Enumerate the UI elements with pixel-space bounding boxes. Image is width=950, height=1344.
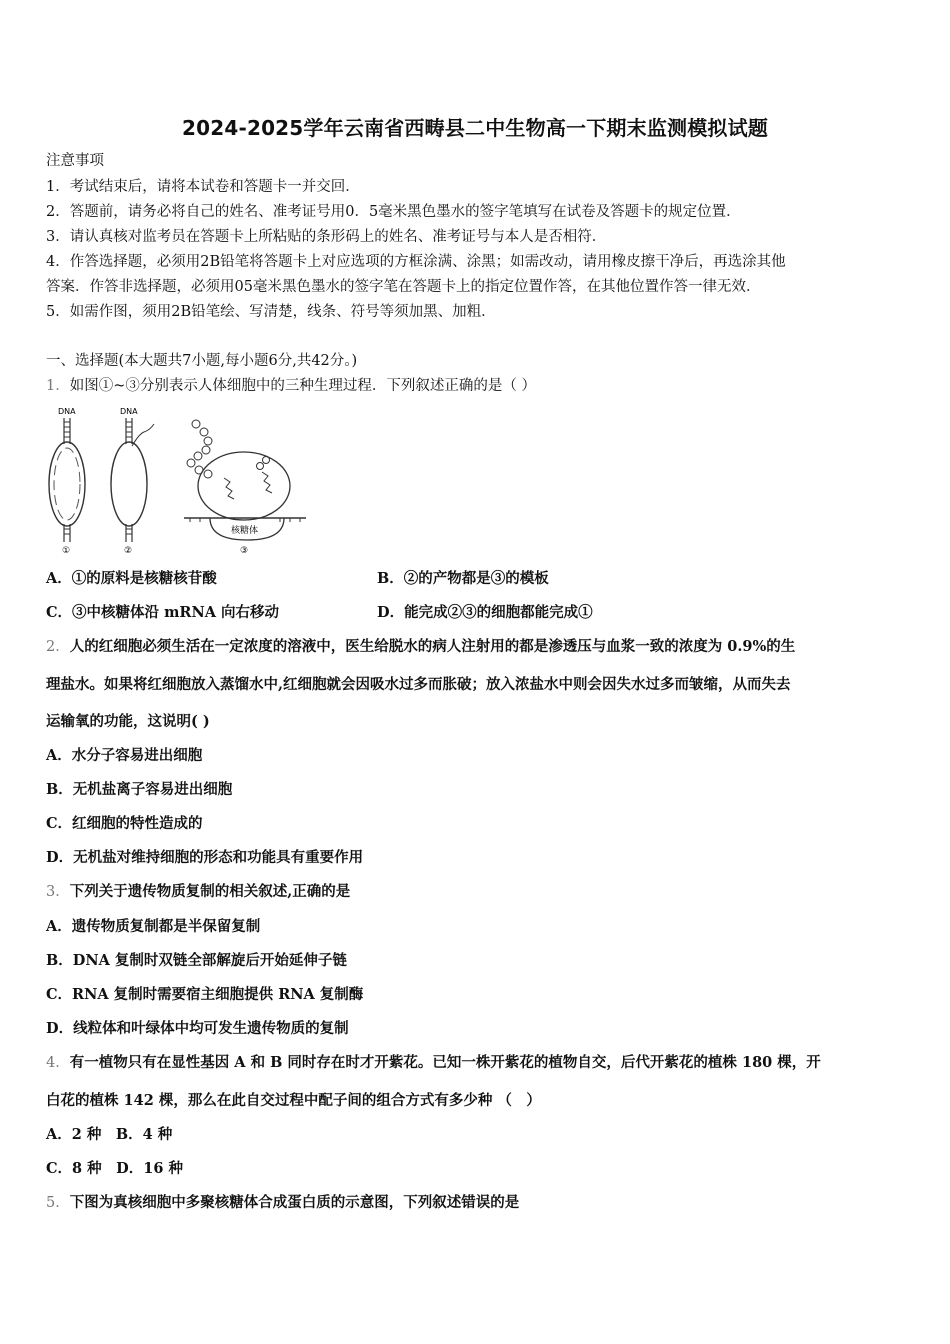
figure-label-ribosome: 核糖体 xyxy=(231,526,259,536)
q4-options-ab: A．2 种 B．4 种 xyxy=(46,1126,173,1143)
q2-option-d: D．无机盐对维持细胞的形态和功能具有重要作用 xyxy=(46,849,364,866)
question-3 xyxy=(46,882,350,902)
q3-option-c: C．RNA 复制时需要宿主细胞提供 RNA 复制酶 xyxy=(46,986,364,1003)
q1-option-b: B．②的产物都是③的模板 xyxy=(377,570,549,587)
question-number: 5． xyxy=(46,1195,70,1211)
q1-figure xyxy=(44,404,314,556)
notice-heading: 注意事项 xyxy=(46,153,104,169)
q3-option-d: D．线粒体和叶绿体中均可发生遗传物质的复制 xyxy=(46,1020,349,1037)
page-title: 2024-2025学年云南省西畴县二中生物高一下期末监测模拟试题 xyxy=(181,116,769,140)
question-stem-line: 人的红细胞必须生活在一定浓度的溶液中，医生给脱水的病人注射用的都是渗透压与血浆一致的浓度为 0.9%的生 xyxy=(69,638,796,655)
question-4 xyxy=(46,1053,821,1073)
question-stem-line: 理盐水。如果将红细胞放入蒸馏水中,红细胞就会因吸水过多而胀破；放入浓盐水中则会因失水过多而皱缩，从而失去 xyxy=(46,676,791,693)
question-stem: 下列关于遗传物质复制的相关叙述,正确的是 xyxy=(69,883,351,900)
question-stem: 下图为真核细胞中多聚核糖体合成蛋白质的示意图，下列叙述错误的是 xyxy=(69,1194,520,1211)
question-2 xyxy=(46,637,795,657)
question-number: 1． xyxy=(46,378,70,394)
notice-item: 2．答题前，请务必将自己的姓名、准考证号用0．5毫米黑色墨水的签字笔填写在试卷及答题卡的规定位置． xyxy=(46,204,741,220)
q4-options-cd: C．8 种 D．16 种 xyxy=(46,1160,183,1177)
question-stem-line: 运输氧的功能，这说明( ) xyxy=(46,713,210,730)
notice-item: 4．作答选择题，必须用2B铅笔将答题卡上对应选项的方框涂满、涂黑；如需改动，请用橡皮擦干净后，再选涂其他 xyxy=(46,254,786,270)
question-stem: 如图①~③分别表示人体细胞中的三种生理过程．下列叙述正确的是（ ） xyxy=(69,378,536,394)
figure-label-3: ③ xyxy=(240,546,249,556)
section-heading: 一、选择题(本大题共7小题,每小题6分,共42分。) xyxy=(46,353,358,369)
question-number: 4． xyxy=(46,1055,70,1071)
notice-item: 5．如需作图，须用2B铅笔绘、写清楚，线条、符号等须加黑、加粗． xyxy=(46,304,496,320)
q1-option-c: C．③中核糖体沿 mRNA 向右移动 xyxy=(46,604,280,621)
question-number: 2． xyxy=(46,639,70,655)
q3-option-b: B．DNA 复制时双链全部解旋后开始延伸子链 xyxy=(46,952,347,969)
question-1 xyxy=(46,376,536,396)
q1-option-d: D．能完成②③的细胞都能完成① xyxy=(377,604,593,621)
figure-label-dna-2: DNA xyxy=(120,407,138,416)
notice-item: 1．考试结束后，请将本试卷和答题卡一并交回． xyxy=(46,179,360,195)
question-stem-line: 白花的植株 142 棵，那么在此自交过程中配子间的组合方式有多少种 （ ） xyxy=(46,1092,541,1109)
figure-label-2: ② xyxy=(124,546,133,556)
question-5 xyxy=(46,1193,519,1213)
question-stem-line: 有一植物只有在显性基因 A 和 B 同时存在时才开紫花。已知一株开紫花的植物自交，后代开紫花的植株 180 棵，开 xyxy=(69,1054,821,1071)
q2-option-b: B．无机盐离子容易进出细胞 xyxy=(46,781,233,798)
figure-label-dna-1: DNA xyxy=(58,407,76,416)
question-number: 3． xyxy=(46,884,70,900)
q2-option-c: C．红细胞的特性造成的 xyxy=(46,815,203,832)
notice-item: 答案．作答非选择题，必须用05毫米黑色墨水的签字笔在答题卡上的指定位置作答，在其他位置作答一律无效． xyxy=(46,279,761,295)
q2-option-a: A．水分子容易进出细胞 xyxy=(46,747,203,764)
figure-label-1: ① xyxy=(62,546,71,556)
q3-option-a: A．遗传物质复制都是半保留复制 xyxy=(46,918,261,935)
notice-item: 3．请认真核对监考员在答题卡上所粘贴的条形码上的姓名、准考证号与本人是否相符． xyxy=(46,229,607,245)
q1-option-a: A．①的原料是核糖核苷酸 xyxy=(46,570,217,587)
